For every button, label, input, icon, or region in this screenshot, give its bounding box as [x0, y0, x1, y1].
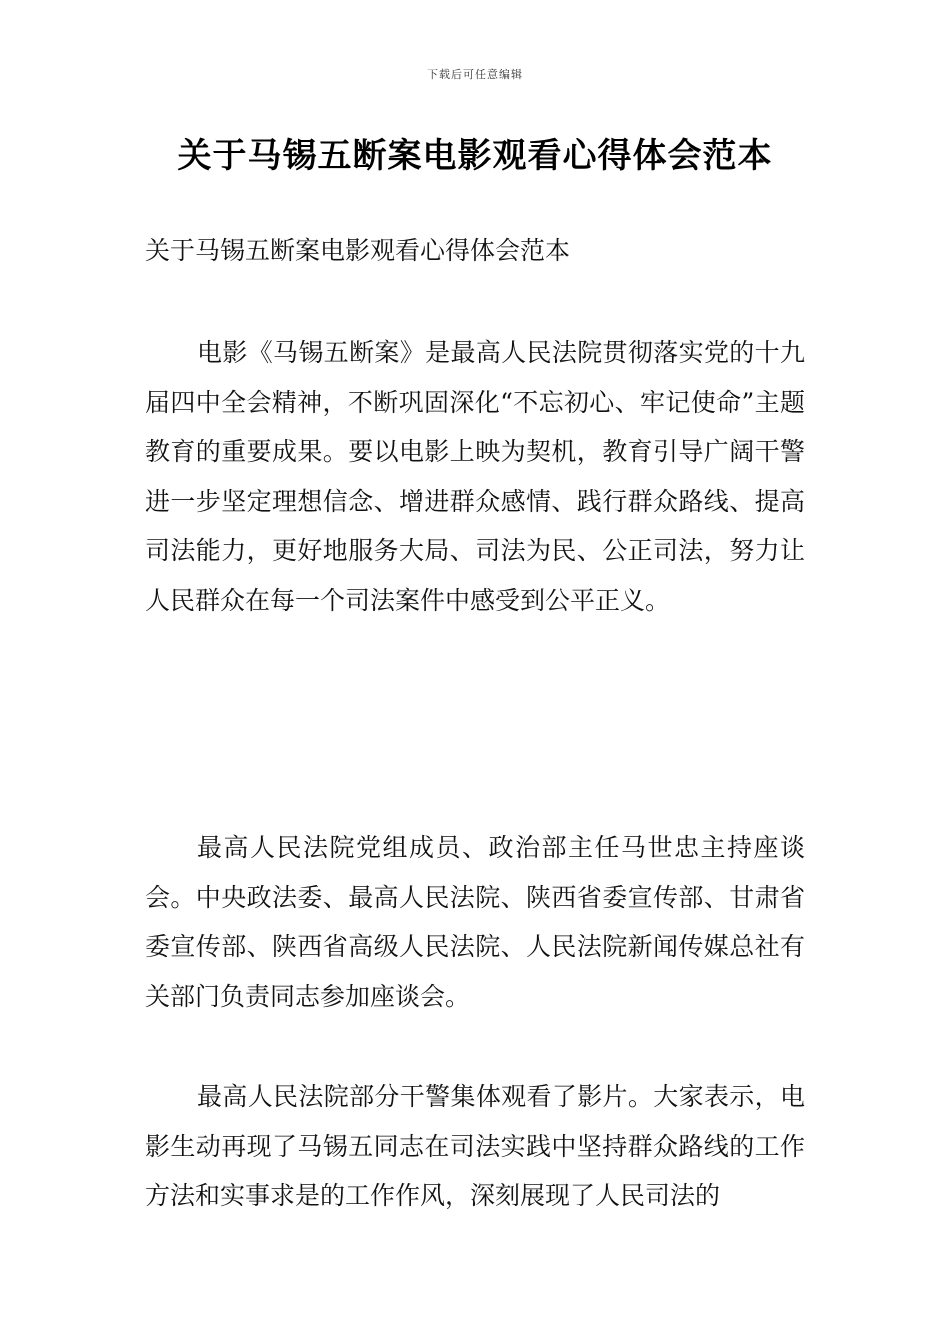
paragraph-2: 最高人民法院党组成员、政治部主任马世忠主持座谈会。中央政法委、最高人民法院、陕西省委宣传部、甘肃省委宣传部、陕西省高级人民法院、人民法院新闻传媒总社有关部门负责同志参加座谈会。	[145, 833, 805, 1011]
header-note: 下载后可任意编辑	[427, 68, 523, 81]
paragraph-3: 最高人民法院部分干警集体观看了影片。大家表示，电影生动再现了马锡五同志在司法实践中坚持群众路线的工作方法和实事求是的工作作风，深刻展现了人民司法的	[145, 1082, 805, 1210]
document-title: 关于马锡五断案电影观看心得体会范本	[177, 136, 773, 176]
paragraph-1: 电影《马锡五断案》是最高人民法院贯彻落实党的十九届四中全会精神，不断巩固深化“不忘初心、牢记使命”主题教育的重要成果。要以电影上映为契机，教育引导广阔干警进一步坚定理想信念、增进群众感情、践行群众路线、提高司法能力，更好地服务大局、司法为民、公正司法，努力让人民群众在每一个司法案件中感受到公平正义。	[145, 338, 805, 615]
document-subtitle: 关于马锡五断案电影观看心得体会范本	[145, 236, 571, 265]
